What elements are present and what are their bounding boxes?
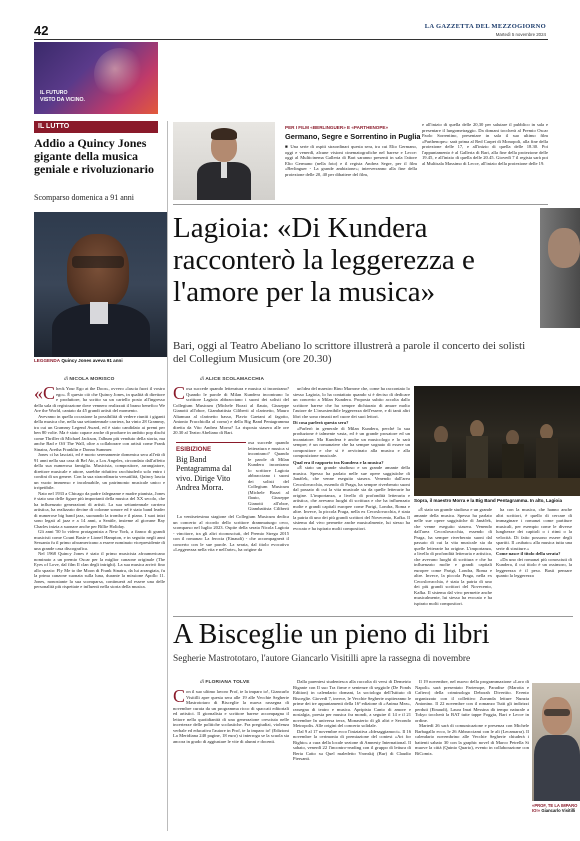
newspaper-name: LA GAZZETTA DEL MEZZOGIORNO xyxy=(424,23,546,30)
bisceglie-headline: A Bisceglie un pieno di libri xyxy=(173,619,490,650)
lagioia-lead: osa succede quando letteratura e musica si incontrano? Quando le parole di Milan Kundera incontrano lo scrittore Lagioia abbracciano i suoni dei solisti del Collegium Musicum (Michele Bozzi al flauto, Giuseppe Gianotti all'oboe, Giambattista Ciliberti al clarinetto, Mauro Altamura al clarinetto basso, Flavio Gaetani al fagotto, Antonio Fracchiolla al corno) e della Big Band Pentagramma diretta da Vito Andrea Morra? La risposta stasera alle ore 20.30 al Teatro Abeliano di Bari. xyxy=(173,386,289,435)
lagioia-body-col4 xyxy=(496,507,572,610)
bisceglie-byline: di FLORIANA TOLVE xyxy=(200,679,250,685)
lagioia-answer: «Parlerò in generale di Milan Kundera, perché la sua produzione è talmente vasta, ed è un grande prosatore ed un incantatore. Ma Kundera è anche un musicologo e lo sarà sempre; è un romanziere che ha sempre sognato di essere un compositore e che si è avvicinato alla musica e alla composizione musicale. xyxy=(293,425,410,458)
visitilli-photo xyxy=(532,683,580,801)
section-rule xyxy=(173,616,573,617)
page-header xyxy=(34,22,548,40)
lagioia-question: Di cosa parlerà questa sera? xyxy=(293,420,349,425)
lagioia-question: Qual era il rapporto tra Kundera e la musica? xyxy=(293,459,384,465)
bisceglie-body-col3 xyxy=(415,679,529,831)
lagioia-body-col1b: osa succede quando letteratura e musica si incontrano? Quando le parole di Milan Kundera incontrano lo scrittore Lagioia abbracciano i suoni dei solisti del Collegium Musicum (Michele Bozzi al flauto, Giuseppe Gianotti all'oboe, Giambattista Ciliberti xyxy=(248,440,289,511)
lagioia-dropcap: C xyxy=(173,386,186,403)
lagioia-author: ALICE SCOLAMACCHIA xyxy=(205,377,265,382)
lutto-subhead: Scomparso domenica a 91 anni xyxy=(34,193,134,202)
lagioia-paragraph: ha con la musica, che hanno anche altri scrittori, è quello di cercare di immaginare i romanzi come partiture musicali, per esempio come le diverse lunghezze dei capitoli o i ritmi o la velocità. Di fatto possono essere degli spartiti. Il «rubato» alla musica tutta una serie di strutture.» xyxy=(496,507,572,551)
bisceglie-dropcap: C xyxy=(173,689,186,706)
visitilli-caption xyxy=(532,803,580,813)
issue-date: Martedì 5 novembre 2024 xyxy=(495,32,546,37)
cinema-tag: PER I FILM «BERLINGUER» E «PARTHENOPE» xyxy=(285,125,389,130)
lagioia-answer: «È stato un grande studioso e un grande amante della musica. Spesso ha parlato nelle sue opere saggistiche di Janáček, che venne eseguito stasera. Venendo dall'area Cecoslovacchia, essendo di Praga, ha sempre riverberato suoni dal passato di cui la vita musicale sia da quelle letterarie ha origine. L'importanza, a livello di profondità letteraria e artistica, che avevano luoghi di scrittura e che ha influenzato molte e grandi capitali europee come Parigi, Londra, Roma e altre. Invece, la piccola Praga, nella ex Cecoslovacchia, è stata la patria di uno dei più grandi scrittori del Novecento, Kafka. Il sistema dal vivo permette anche musicalmente, lui stesso ha evocato e ha ispirato molti compositori. xyxy=(293,465,410,531)
ad-line1: IL FUTURO xyxy=(40,90,68,96)
bisceglie-author: FLORIANA TOLVE xyxy=(205,680,250,685)
inset-tag: ESIBIZIONE xyxy=(176,446,212,453)
esibizione-inset xyxy=(176,442,246,512)
lagioia-photo xyxy=(540,208,580,328)
lagioia-body-col2 xyxy=(293,386,410,610)
lagioia-answer: «Da uno dei romanzi più conosciuti di Kundera, il cui titolo è un ossimoro, la leggerezza è il peso. Basti pensare quanto la leggerezza xyxy=(496,556,572,578)
lutto-paragraph: Nato nel 1933 a Chicago da padre falegname e madre pianista, Jones è stato uno delle figure più importanti della musica del XX secolo, che ha influenzato generazioni di artisti. La sua settantennale carriera artistica, ha realizzato decine di colonne sonore ed è stato band leader di numerose big band jazz, suonando la tromba e il piano. I suoi inizi sono legati al jazz e a 14 anni, a Seattle, insieme al giovane Ray Charles inizia a suonare anche per Billie Holiday. xyxy=(34,490,165,529)
lagioia-headline: Lagioia: «Di Kundera racconterò la leggerezza e l'amore per la musica» xyxy=(173,212,475,308)
ad-figure-illustration xyxy=(94,48,146,100)
lagioia-body-col1 xyxy=(173,386,289,440)
lutto-headline: Addio a Quincy Jones gigante della musica geniale e rivoluzionario xyxy=(34,136,154,176)
bisceglie-paragraph: Dal 9 al 17 novembre ecco l'iniziativa «Idesaggiamoci». Il 16 novembre la cerimonia di premiazione del contest «Art for Righto» a cura della locale sezione di Amnesty International. Il sabato, venerdì 22 l'incontro-reading con il gruppo di lettura di Beria Catto su Quel maledetto Vronskij (Bur) di Claudio Piersanti. xyxy=(293,728,411,761)
quincy-jones-photo xyxy=(34,212,168,357)
lutto-photo-caption xyxy=(34,358,168,363)
lutto-caption-text: Quincy Jones aveva 91 anni xyxy=(61,358,123,363)
lagioia-byline: di ALICE SCOLAMACCHIA xyxy=(200,376,265,382)
bisceglie-lead: on il suo ultimo lavoro Prof, te la imparo io!, Giancarlo Visitilli apre questa sera alle 19 alle Vecchie Segherie Mastrototaro di Bisceglie la nuova rassegna di novembre curata da un programma ricco di spaccati editoriali ed artistici. Il giornalista e scrittore barese accompagna il lettore nella quotidianità di una generazione cresciuta nelle incertezze delle politiche scolastiche. Fra pregiudizi, violenza verbale ed educativa l'autore in Prof, te la imparo io! (Edizioni La Meridiana 240 pagine, 18 euro) si interroga se la scuola sia ancora in grado di aggiustare le vite di alunni e docenti. xyxy=(173,689,289,744)
inset-text: Big Band Pentagramma dal vivo. Dirige Vito Andrea Morra. xyxy=(176,455,232,493)
bisceglie-paragraph: Il 19 novembre, nel nuovo della programmazione «Loro di Napoli» sarà presentato Partenope, Paradise (Marotta e Cafiero) della criminologa Deborah Divertito. Evento organizzato con il collettivo Zuvanda letture Nunzia Antonino. Il 22 novembre con il romanzo Tutti gli indirizzi perduti (Einaudi), Laura Imai Messina dà tempo naturale a Tokyo toccherà la BAT tutte tappe Foggia, Bari e Lecce in ordine. xyxy=(415,679,529,723)
lutto-byline: di NICOLA MORISCO xyxy=(64,376,115,382)
lagioia-paragraph: La ventiseiesima stagione del Collegium Musicum dedica un concerto al ricordo dello scrittore drammaturgo ceco, scomparso nel luglio 2023. Ospite della serata Nicola Lagioia - vincitore, tra gli altri riconosciuti, del Premio Strega 2015 con il romanzo La ferocia (Einaudi) - che accompagnerà il concerto con le sue parole. La serata, dal titolo evocativo «Leggerezza nella vita e nell'arte», ha origine da xyxy=(173,514,289,552)
lutto-paragraph: Avevamo in quella occasione la possibilità di vedere riuniti i giganti della musica che, nella sua settantennale carriera, ha vinto 28 Grammy, tra cui un Grammy Legend Award, ed è stato candidato ai premi per ben 80 volte. Ma è stato capace anche di produrre in ambito pop dischi come Thriller di Michael Jackson, l'album più venduto della storia, ma anche Bad e Off The Wall, oltre a collaborare con artisti come Frank Sinatra, Aretha Franklin e Donna Summer. xyxy=(34,413,165,452)
lutto-author: NICOLA MORISCO xyxy=(69,377,115,382)
page-number: 42 xyxy=(34,23,49,38)
visitilli-caption-label: «PROF, TE LA IMPARO IO!» xyxy=(532,803,578,813)
lutto-paragraph: Nel 1968 Quincy Jones è stato il primo musicista afroamericano nominato a un premio Oscar per la miglior canzone originale (The Eyes of Love, dal film Il clan degli intrighi). La sua musica arrivò fino allo spazio: Fly Me to the Moon di Frank Sinatra, da lui arrangiata, fu la prima canzone suonata sulla luna, durante la missione Apollo 11. Jones, nonostante la sua scomparsa, continuerà ad essere una delle personalità più rispettate e influenti nella storia della musica. xyxy=(34,551,165,589)
lutto-dropcap: «C xyxy=(34,386,56,403)
lagioia-paragraph: un'idea del maestro Rino Marrone che, come ha raccontato lo stesso Lagioia, lo ha contattato quando si è deciso di dedicare un concerto a Milan Kundera. Proposta subito accolta dallo scrittore barese che ha sempre dichiarato di amare molto l'autore de L'insostenibile leggerezza dell'essere, e di tanti altri libri che sono rimasti nel cuore dei suoi lettori. xyxy=(293,386,410,419)
ad-line2: VISTO DA VICINO. xyxy=(40,97,85,103)
lagioia-paragraph-cont: «È stato un grande studioso e un grande amante della musica. Spesso ha parlato nelle sue opere saggistiche di Janáček, che venne eseguito stasera. Venendo dall'area Cecoslovacchia, essendo di Praga, ha sempre riverberato suoni dal passato di cui la vita musicale sia da quelle letterarie ha origine. L'importanza, a livello di profondità letteraria e artistica, che avevano luoghi di scrittura e che ha influenzato molte e grandi capitali europee come Parigi, Londra, Roma e altre. Invece, la piccola Praga, nella ex Cecoslovacchia, è stata la patria di uno dei più grandi scrittori del Novecento, Kafka. Il sistema dal vivo permette anche musicalmente, lui stesso ha evocato e ha ispirato molti compositori. xyxy=(414,507,492,606)
elio-germano-photo xyxy=(173,122,275,200)
bisceglie-body-col1 xyxy=(173,689,289,831)
cinema-headline: Germano, Segre e Sorrentino in Puglia xyxy=(285,132,421,141)
bisceglie-paragraph: Dalla parentesi studentesca alla raccolta di versi di Demetrio Rigante con Il suo Tra firme e sentenze di seggiole (De Fonds Edition) in calendario domani, la sociologa dell'Istituto di Bisceglie. Giovedì 7, invece, le Vecchie Segherie ospiteranno le prime dei tre appuntamenti della 16ª edizione di «Anima Mea», rassegna di teatro e musica. Apripista Canto di amore e nostalgia, poesia per musica fra mondi, a seguire il 14 e il 21 novembre In universa terra, Monasterio di gli altri e Secondo Metropolis. Alle origini del concerto solidale. xyxy=(293,679,411,728)
lutto-paragraph: Jones ci ha lasciati, ed è morto serenamente domenica sera all'età di 91 anni nella sua casa di Bel Air, a Los Angeles, circondato dall'affetto della sua numerosa famiglia. Musicista, compositore, arrangiatore, direttore musicale e attore, sarebbe riduttivo racchiuderlo solo entro i confini di un genere. Con la sua straordinaria versatilità, Quincy lascia un vuoto immenso e incolmabile, un patrimonio musicale unico e irripetibile. xyxy=(34,452,165,490)
visitilli-caption-name: Giancarlo Visitilli xyxy=(541,808,576,813)
lutto-lead: heck Your Ego at the Door», ovvero «lascia fuori il vostro ego». È questo ciò che Quincy Jones, in qualità di direttore e produttore, ha scritto su un cartello posto all'ingresso della sala di registrazione dove vennero realizzati il brano benefico We Are the World, cantato da 45 grandi artisti del momento. xyxy=(34,386,165,413)
lagioia-body-col1c xyxy=(173,514,289,610)
cinema-body-col2: e all'inizio di quella delle 20,30 per salutare il pubblico in sala e presentare il lungometraggio. Da domani toccherà al Premio Oscar Paolo Sorrentino, presentare in sala il suo ultimo film «Parthenope»: sarà prima al Red Carpet di Monopoli, alla fine della proiezione delle 17, e all'inizio di quella delle 18.30. Poi l'appuntamento è al Galleria di Bari, alla fine della proiezione delle 19.45, e all'inizio di quella delle 20.45. Giovedì 7 il regista sarà poi al Multisala Massimo di Lecce, all'inizio della proiezione delle 19. xyxy=(422,122,548,166)
section-tag-lutto: IL LUTTO xyxy=(34,121,158,133)
cinema-box-rule xyxy=(173,204,548,205)
lutto-caption-label: LEGGENDA xyxy=(34,358,61,363)
lagioia-body-col3 xyxy=(414,507,492,610)
bisceglie-body-col2 xyxy=(293,679,411,831)
column-divider xyxy=(167,121,168,831)
bisceglie-subhead: Segherie Mastrototaro, l'autore Giancarlo Visitilli apre la rassegna di novembre xyxy=(173,654,471,664)
ad-banner[interactable] xyxy=(34,42,158,114)
lutto-paragraph: Gli anni '50 lo videro protagonista a New York, a fianco di grandi musicisti come Count Basie e Lionel Hampton, e in seguito negli anni Sessanta fu il primo afroamericano a essere nominato vicepresidente di una grande casa discografica. xyxy=(34,529,165,551)
lagioia-question: Come nasce il titolo della serata? xyxy=(496,551,561,556)
lutto-article-body xyxy=(34,386,165,827)
lagioia-subhead: Bari, oggi al Teatro Abeliano lo scrittore illustrerà a parole il concerto dei solisti del Collegium Musicum (ore 20.30) xyxy=(173,340,526,365)
band-photo-caption: Sopra, il maestro Morra e la Big Band Pentagramma. In alto, Lagioia xyxy=(414,498,563,503)
bisceglie-paragraph: Martedì 26 sarà di comunicazione e presenza con Michele Barbagallo ecco, le 26 Abbracciami con le ali (Lecamarra). Il calendario novembrino alle Vecchie Segherie chiuderà i battenti sabato 30 con la graphic novel di Marco Petrella Si muove la città (Quinto Quarto), evento in collaborazione con BiComix. xyxy=(415,723,529,756)
big-band-photo xyxy=(414,386,580,496)
cinema-body-col1: ■ Una serie di ospiti straordinari questa sera, tra cui Elio Germano, oggi e venerdì, alcune visioni cinematografiche nel barese e Lecce: oggi al Multicinema Galleria di Bari saranno presenti in sala l'attore Elio Germano (nella foto) e il regista Andrea Segre, per il film «Berlinguer - La grande ambizione»; interverranno alla fine della proiezione delle 20, 40 per dibattere del film, xyxy=(285,144,417,177)
